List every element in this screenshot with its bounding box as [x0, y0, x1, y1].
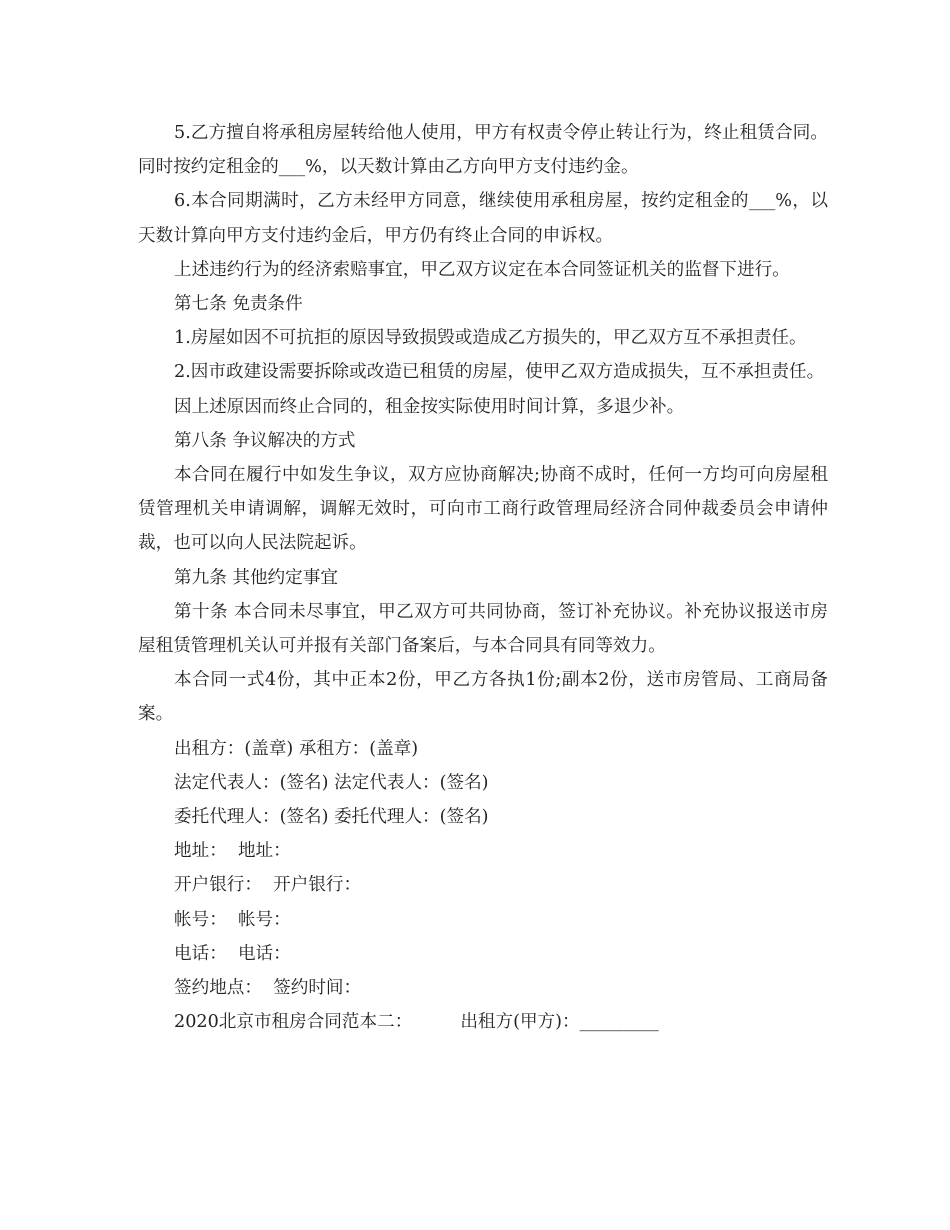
- signature-line-bank: 开户银行： 开户银行：: [174, 875, 362, 896]
- signature-line-account: 帐号： 帐号：: [174, 909, 291, 930]
- article-7-heading: 第七条 免责条件: [174, 294, 303, 315]
- article-8-body: 本合同在履行中如发生争议，双方应协商解决;协商不成时，任何一方均可向房屋租赁管理机关申请调解，调解无效时，可向市工商行政管理局经济合同仲裁委员会申请仲裁，也可以向人民法院起诉。: [138, 465, 828, 554]
- clause-6-breach-overstay: 6.本合同期满时，乙方未经甲方同意，继续使用承租房屋，按约定租金的___%，以天数计算向甲方支付违约金后，甲方仍有终止合同的申诉权。: [138, 191, 828, 246]
- breach-claims-note: 上述违约行为的经济索赔事宜，甲乙双方议定在本合同签证机关的监督下进行。: [174, 259, 790, 280]
- article-7-item-1: 1.房屋如因不可抗拒的原因导致损毁或造成乙方损失的，甲乙双方互不承担责任。: [174, 328, 807, 349]
- template-two-title: 2020北京市租房合同范本二：: [174, 1012, 413, 1033]
- article-7-rent-settlement: 因上述原因而终止合同的，租金按实际使用时间计算，多退少补。: [174, 396, 685, 417]
- lessor-party-a-field: 出租方(甲方)：_________: [460, 1012, 659, 1033]
- signature-line-address: 地址： 地址：: [174, 841, 291, 862]
- signature-line-place-time: 签约地点： 签约时间：: [174, 978, 362, 999]
- template-two-line: [138, 1005, 828, 1039]
- signature-line-phone: 电话： 电话：: [174, 943, 291, 964]
- signature-line-agent: 委托代理人：(签名) 委托代理人：(签名): [174, 807, 489, 828]
- article-9-heading: 第九条 其他约定事宜: [174, 567, 338, 588]
- signature-line-seal: 出租方：(盖章) 承租方：(盖章): [174, 738, 419, 759]
- clause-5-breach-sublease: 5.乙方擅自将承租房屋转给他人使用，甲方有权责令停止转让行为，终止租赁合同。同时按约定租金的___%，以天数计算由乙方向甲方支付违约金。: [138, 123, 828, 178]
- article-7-item-2: 2.因市政建设需要拆除或改造已租赁的房屋，使甲乙双方造成损失，互不承担责任。: [174, 362, 825, 383]
- article-10-body: 第十条 本合同未尽事宜，甲乙双方可共同协商，签订补充协议。补充协议报送市房屋租赁管理机关认可并报有关部门备案后，与本合同具有同等效力。: [138, 601, 828, 657]
- signature-line-legal-rep: 法定代表人：(签名) 法定代表人：(签名): [174, 772, 489, 793]
- document-body: [138, 116, 828, 1039]
- article-8-heading: 第八条 争议解决的方式: [174, 430, 356, 451]
- copies-clause: 本合同一式4份，其中正本2份，甲乙方各执1份;副本2份，送市房管局、工商局备案。: [138, 670, 828, 725]
